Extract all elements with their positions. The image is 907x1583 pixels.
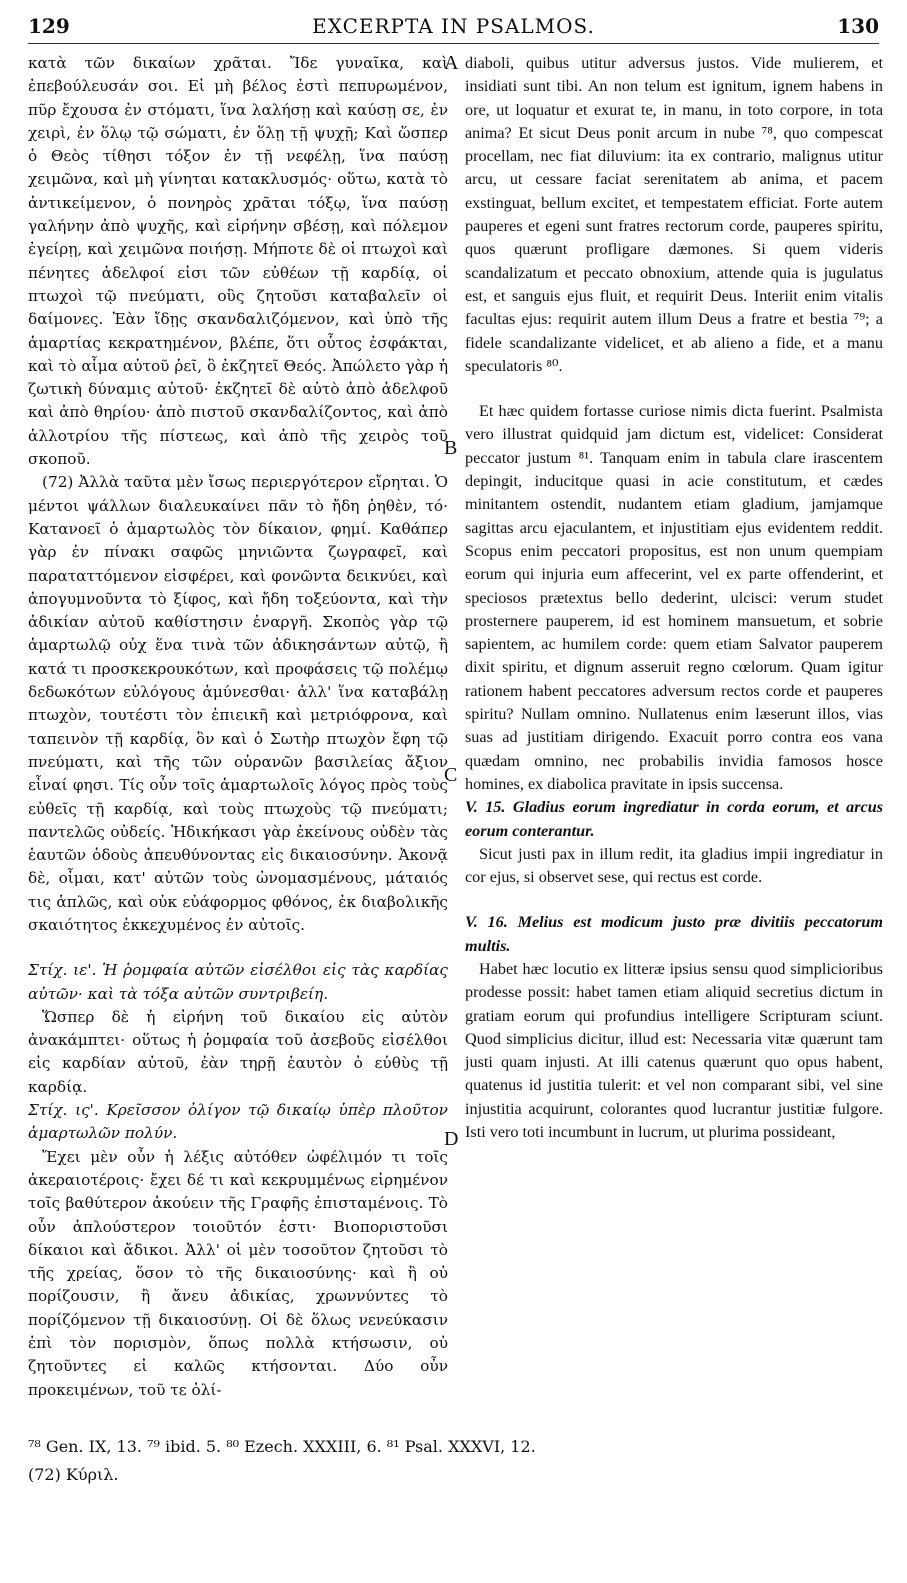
latin-column bbox=[465, 52, 883, 1144]
latin-paragraph-3: Sicut justi pax in illum redit, ita gladius impii ingrediatur in cor ejus, si observet sese, qui rectus est corde. bbox=[465, 844, 883, 887]
right-page-number: 130 bbox=[837, 14, 879, 38]
latin-paragraph-4: Habet hæc locutio ex litteræ ipsius sensu quod simplicioribus prodesse possit: habet tamen etiam aliquid secretius dictum in gratiam eorum qui profundius intelligere Scripturam sciunt. Quod simplicius dicitur, illud est: Necessaria vitæ quærunt tam justi quam injusti. At illi catenus quærunt quo opus habent, quatenus id justitia tulerit: et vel non comparant sibi, vel sine injustitia acquirunt, colorantes quod lucrantur justitiæ fulgore. Isti vero toti incumbunt in lucrum, ut plurima possideant, bbox=[465, 959, 883, 1142]
latin-verse-15: V. 15. Gladius eorum ingrediatur in corda eorum, et arcus eorum conterantur. bbox=[465, 798, 883, 840]
margin-marker-a: A bbox=[444, 52, 459, 74]
latin-paragraph-2: Et hæc quidem fortasse curiose nimis dicta fuerint. Psalmista vero illustrat quidquid jam dictum est, videlicet: Considerat peccator justum ⁸¹. Tanquam enim in tabula clare irascentem depingit, inducitque quasi in acie constitutum, et cædes minitantem ostendit, nudantem etiam gladium, jamjamque sagittas arcu ejaculantem, et injustitiam ejus evidentem reddit. Scopus enim peccatori propositus, est non unum quempiam eorum qui injuria eum affecerint, vel ex parte offenderint, et speciosos prætextus bello dederint, ulcisci: verum studet prosternere pauperem, id est hominem mansuetum, et sobrie sapientem, ac humilem corde: quem etiam Salvator pauperem dixit spiritu, et dignum asseruit regno cœlorum. Quam igitur rationem habent peccatores adversum rectos corde et pauperes spiritu? Nullam omnino. Nullatenus enim læserunt illos, vias suas ad justitiam dirigendo. Exacuit porro contra eos vana quædam omnino, nec probabilis invidia famosos hosce homines, ex diabolica pravitate in ipsis succensa. bbox=[465, 402, 883, 793]
greek-column bbox=[28, 52, 448, 1402]
running-title: EXCERPTA IN PSALMOS. bbox=[312, 14, 595, 38]
greek-paragraph-2: (72) Ἀλλὰ ταῦτα μὲν ἴσως περιεργότερον εἴρηται. Ὁ μέντοι ψάλλων διαλευκαίνει πᾶν τὸ ἤδη ῥηθὲν, τό· Κατανοεῖ ὁ ἁμαρτωλὸς τὸν δίκαιον, φημί. Καθάπερ γὰρ ἐν πίνακι σαφῶς μηνιῶντα ζωγραφεῖ, καὶ παραταττόμενον εἰσφέρει, καὶ φονῶντα δεικνύει, καὶ ἀπογυμνοῦντα τὸ ξίφος, καὶ ἤδη τοξεύοντα, καὶ τὴν ἀδικίαν αὐτοῦ καθίστησιν ἐναργῆ. Σκοπὸς γὰρ τῷ ἁμαρτωλῷ οὐχ ἕνα τινὰ τῶν ἀδικησάντων αὐτῷ, ἢ κατά τι προσκεκρουκότων, καὶ προφάσεις τῷ πολέμῳ δεδωκότων εὐλόγους ἀμύνεσθαι· ἀλλ' ἵνα καταβάλῃ πτωχὸν, τουτέστι τὸν ἐπιεικῆ καὶ μετριόφρονα, καὶ ταπεινὸν τῇ καρδίᾳ, ὃν καὶ ὁ Σωτὴρ πτωχὸν ἔφη τῷ πνεύματι, καὶ τῆς τῶν οὐρανῶν βασιλείας ἄξιον εἶναί φησι. Τίς οὖν τοῖς ἁμαρτωλοῖς λόγος πρὸς τοὺς εὐθεῖς τῇ καρδίᾳ, καὶ τοὺς πτωχοὺς τῷ πνεύματι; παντελῶς οὐδείς. Ἠδικήκασι γὰρ ἐκείνους οὐδὲν τὰς ἑαυτῶν ὁδοὺς ἀπευθύνοντας εἰς δικαιοσύνην. Ἀκονᾷ δὲ, οἶμαι, κατ' αὐτῶν τοὺς ὠνομασμένους, μάταιός τις ἁπλῶς, καὶ οὐκ εὐάφορμος φθόνος, ἐκ διαβολικῆς σκαιότητος ἐκκεχυμένος ἐν αὐτοῖς. bbox=[28, 473, 448, 934]
greek-verse-15: Στίχ. ιε'. Ἡ ῥομφαία αὐτῶν εἰσέλθοι εἰς τὰς καρδίας αὐτῶν· καὶ τὰ τόξα αὐτῶν συντριβείη. bbox=[28, 961, 448, 1003]
footnote-references: ⁷⁸ Gen. IX, 13. ⁷⁹ ibid. 5. ⁸⁰ Ezech. XXXIII, 6. ⁸¹ Psal. XXXVI, 12. bbox=[28, 1437, 536, 1456]
margin-marker-c: C bbox=[444, 764, 458, 786]
greek-paragraph-1: κατὰ τῶν δικαίων χρᾶται. Ἴδε γυναῖκα, καὶ ἐπεβούλευσάν σοι. Εἰ μὴ βέλος ἐστὶ πεπυρωμένον, πῦρ ἔχουσα ἐν στόματι, ἵνα λαλήσῃ καὶ καύσῃ σε, ἐν χειρὶ, ἐν ὅλῳ τῷ σώματι, ἐν ὅλῃ τῇ ψυχῇ; Καὶ ὥσπερ ὁ Θεὸς τίθησι τόξον ἐν τῇ νεφέλῃ, ἵνα παύσῃ χειμῶνα, καὶ μὴ γίνηται κατακλυσμός· οὕτω, κατὰ τὸ ἀντικείμενον, ὁ πονηρὸς χρᾶται τόξῳ, ἵνα παύσῃ γαλήνην ἀπὸ ψυχῆς, καὶ εἰρήνην σβέσῃ, καὶ πόλεμον ἐγείρῃ, καὶ χειμῶνα ποιήσῃ. Μήποτε δὲ οἱ πτωχοὶ καὶ πένητες ἀδελφοί εἰσι τῶν εὐθέων τῇ καρδίᾳ, οἱ πτωχοὶ τῷ πνεύματι, οὓς ζητοῦσι καταβαλεῖν οἱ δαίμονες. Ἐὰν ἴδῃς σκανδαλιζόμενον, καὶ ὑπὸ τῆς ἁμαρτίας κεκρατημένον, βλέπε, ὅτι οὗτος ἐσφάκται, καὶ τὸ αἷμα αὐτοῦ ῥεῖ, ὃ ἐκζητεῖ Θεός. Ἀπώλετο γὰρ ἡ ζωτικὴ δύναμις αὐτοῦ· ἐκζητεῖ δὲ αὐτὸ ἀπὸ ἀδελφοῦ καὶ ἀπὸ θηρίου· ἀπὸ πιστοῦ σκανδαλίζοντος, καὶ ἀπὸ ἀλλοτρίου τῆς πίστεως, καὶ ἀπὸ τῆς χειρὸς τοῦ σκοποῦ. bbox=[28, 54, 448, 469]
margin-marker-d: D bbox=[444, 1128, 459, 1150]
page-header bbox=[28, 14, 879, 44]
greek-verse-16: Στίχ. ις'. Κρεῖσσον ὀλίγον τῷ δικαίῳ ὑπὲρ πλοῦτον ἁμαρτωλῶν πολύν. bbox=[28, 1101, 448, 1143]
footnotes bbox=[28, 1433, 879, 1489]
header-rule bbox=[28, 43, 879, 44]
latin-verse-16: V. 16. Melius est modicum justo præ divitiis peccatorum multis. bbox=[465, 913, 883, 955]
footnote-source: (72) Κύριλ. bbox=[28, 1465, 119, 1484]
margin-marker-b: B bbox=[444, 437, 458, 459]
left-page-number: 129 bbox=[28, 14, 70, 38]
greek-paragraph-4: Ἔχει μὲν οὖν ἡ λέξις αὐτόθεν ὠφέλιμόν τι τοῖς ἀκεραιοτέροις· ἔχει δέ τι καὶ κεκρυμμένως εἰρημένον τοῖς βαθύτερον ἀκούειν τῆς Γραφῆς ἐπισταμένοις. Τὸ οὖν ἁπλούστερον τοιοῦτόν ἐστι· Βιοποριστοῦσι δίκαιοι καὶ ἄδικοι. Ἀλλ' οἱ μὲν τοσοῦτον ζητοῦσι τὸ τῆς χρείας, ὅσον τὸ τῆς δικαιοσύνης· καὶ ἢ οὐ πορίζουσιν, ἢ ἄνευ ἀδικίας, χρωννύντες τὸ πορίζόμενον τῇ δικαιοσύνῃ. Οἱ δὲ ὅλως νενεύκασιν ἐπὶ τὸν πορισμὸν, ὅπως πολλὰ κτήσωσιν, οὐ ζητοῦντες εἰ καλῶς κτήσονται. Δύο οὖν προκειμένων, τοῦ τε ὀλί- bbox=[28, 1147, 448, 1399]
greek-paragraph-3: Ὥσπερ δὲ ἡ εἰρήνη τοῦ δικαίου εἰς αὐτὸν ἀνακάμπτει· οὕτως ἡ ῥομφαία τοῦ ἀσεβοῦς εἰσέλθοι εἰς καρδίαν αὐτοῦ, ἐὰν τηρῇ ἑαυτὸν ὁ εὐθὺς τῇ καρδίᾳ. bbox=[28, 1007, 448, 1096]
latin-paragraph-1: diaboli, quibus utitur adversus justos. Vide mulierem, et insidiati sunt tibi. An non telum est ignitum, ignem habens in ore, ut loquatur et exurat te, in manu, in toto corpore, in tota anima? Et sicut Deus ponit arcum in nube ⁷⁸, quo compescat procellam, nec fiat diluvium: ita ex contrario, malignus utitur arcu, ut cessare faciat serenitatem ab anima, et pacem exstinguat, bellum excitet, et tempestatem efficiat. Forte autem pauperes et egeni sunt fratres rectorum corde, pauperes spiritu, quos quærunt profligare dæmones. Si quem videris scandalizatum et peccato obnoxium, attende quia is jugulatus est, et sanguis ejus fluit, et requirit Deus. Interiit enim vitalis facultas ejus: requirit autem illum Deus a fratre et bestia ⁷⁹; a fidele scandalizante videlicet, et ab alieno a fide, et a manu speculatoris ⁸⁰. bbox=[465, 54, 883, 375]
